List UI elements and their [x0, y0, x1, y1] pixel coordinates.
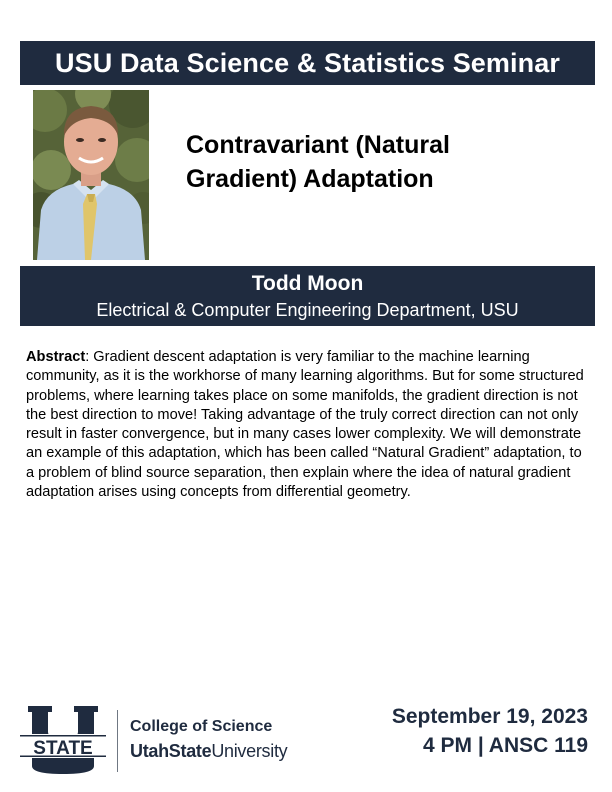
abstract-text: : Gradient descent adaptation is very familiar to the machine learning community, as it is the workhorse of many learning algorithms. But for some structured problems, where learning takes place on some manifolds, the gradient direction is not the best direction to move! Taking advantage of the truly correct direction can not only result in faster convergence, but in many cases lower complexity. We will demonstrate an example of this adaptation, which has been called “Natural Gradient” adaptation, to a problem of blind source separation, then explain where the idea of natural gradient adaptation arises using concepts from differential geometry.: [26, 349, 584, 501]
speaker-department: Electrical & Computer Engineering Department, USU: [96, 300, 519, 320]
usu-state-logo: [20, 704, 106, 776]
university-name: [130, 741, 287, 762]
speaker-photo: [33, 90, 149, 260]
speaker-name: Todd Moon: [251, 272, 364, 295]
logo-state-text: STATE: [33, 738, 93, 759]
event-time-location: 4 PM | ANSC 119: [423, 734, 588, 757]
footer-divider: [117, 710, 118, 772]
talk-title: Contravariant (Natural Gradient) Adaptation: [186, 131, 450, 193]
abstract-label: Abstract: [26, 349, 86, 365]
seminar-title: USU Data Science & Statistics Seminar: [55, 47, 560, 78]
college-name: College of Science: [130, 718, 273, 735]
abstract-paragraph: [26, 348, 592, 502]
block-u-logo-icon: [20, 704, 106, 776]
speaker-portrait-image: [33, 90, 149, 260]
seminar-header: [20, 41, 595, 85]
university-name-bold: UtahState: [130, 741, 212, 761]
speaker-banner: [20, 266, 595, 326]
university-name-regular: University: [211, 741, 288, 761]
event-date: September 19, 2023: [391, 705, 588, 728]
